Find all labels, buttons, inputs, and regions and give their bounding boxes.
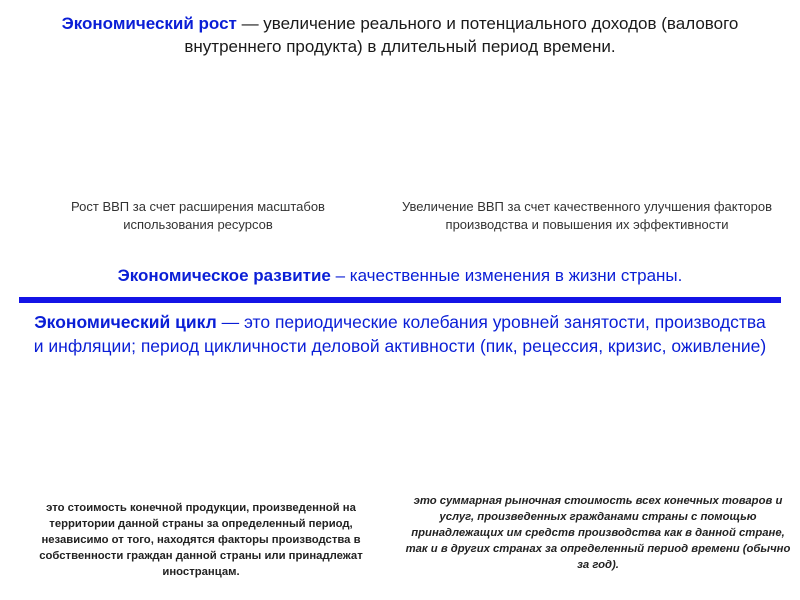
development-definition (40, 264, 760, 287)
gnp-definition-text: это суммарная рыночная стоимость всех конечных товаров и услуг, произведенных гражданами страны с помощью принадлежащих им средств производства как в данной стране, так и в других странах за определенный период времени (обычно за год). (405, 495, 791, 571)
cycle-definition-text: — это периодические колебания уровней занятости, производства и инфляции; период цикличности деловой активности (пик, рецессия, кризис, оживление) (33, 312, 767, 356)
gdp-definition-text: это стоимость конечной продукции, произведенной на территории данной страны за определенный период, независимо от того, находятся факторы производства в собственности граждан данной страны или принадлежат иностранцам. (39, 502, 363, 578)
extensive-growth-text: Рост ВВП за счет расширения масштабов использования ресурсов (71, 199, 325, 232)
intensive-growth-text: Увеличение ВВП за счет качественного улучшения факторов производства и повышения их эффективности (401, 199, 773, 232)
growth-definition (40, 12, 760, 58)
cycle-term: Экономический цикл (34, 312, 217, 332)
growth-definition-text: — увеличение реального и потенциального доходов (валового внутреннего продукта) в длительный период времени. (184, 14, 739, 56)
development-definition-text: – качественные изменения в жизни страны. (330, 266, 683, 285)
cycle-definition (30, 310, 770, 358)
section-divider (19, 297, 781, 303)
growth-term: Экономический рост (61, 14, 237, 33)
development-term: Экономическое развитие (117, 266, 331, 285)
